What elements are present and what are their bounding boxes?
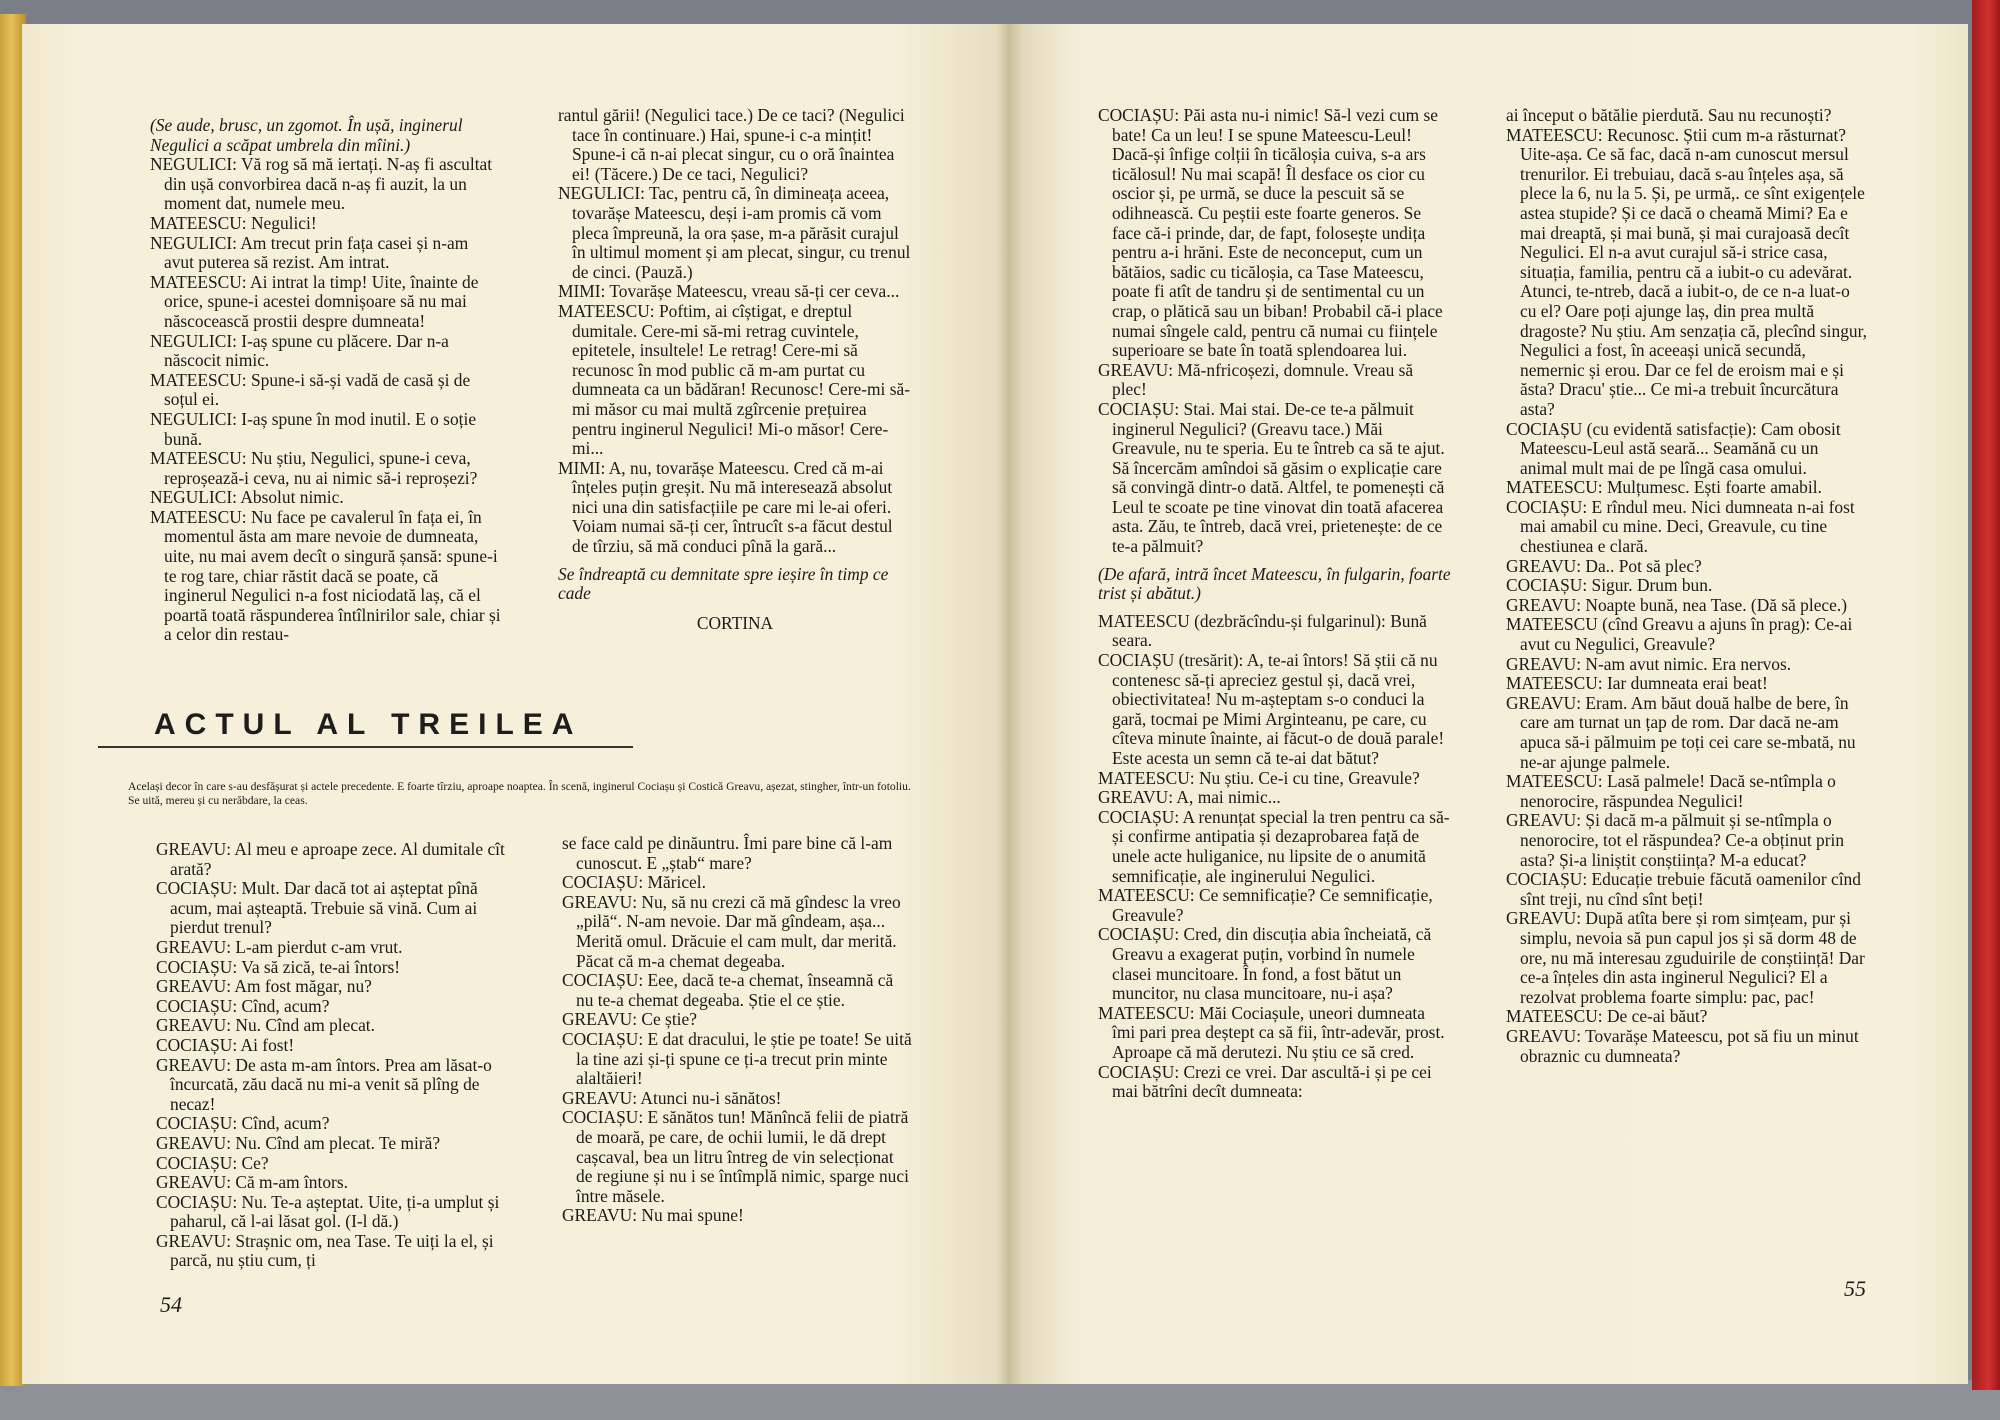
dialogue-paragraph: GREAVU: L-am pierdut c-am vrut. [156, 936, 403, 957]
background-surface [0, 1380, 2000, 1420]
dialogue-paragraph: COCIAȘU: E rîndul meu. Nici dumneata n-ai fost mai amabil cu mine. Deci, Greavule, cu tine chestiunea e clară. [1506, 496, 1855, 557]
dialogue-paragraph: ai început o bătălie pierdută. Sau nu recunoști? [1506, 105, 1832, 125]
dialogue-paragraph: GREAVU: După atîta bere și rom simțeam, pur și simplu, nevoia să pun capul jos și să dorm 48 de ore, nu mă interesau zguduirile de conștiință! Dar ce-a înțeles din asta inginerul Negulici? El a rezolvat problema foarte simplu: pac, pac! [1506, 908, 1865, 1007]
dialogue-paragraph: GREAVU: Nu, să nu crezi că mă gîndesc la vreo „pilă“. N-am nevoie. Dar mă gîndeam, așa... Merită omul. Drăcuie el cam mult, dar merită. Păcat că m-a chemat degeaba. [562, 891, 901, 971]
dialogue-paragraph: MATEESCU: Măi Cociașule, uneori dumneata îmi pari prea deștept ca să fii, într-adevăr, prost. Aproape că mă derutezi. Nu știu ce să cred. [1098, 1002, 1445, 1062]
dialogue-paragraph: GREAVU: Mă-nfricoșezi, domnule. Vreau să plec! [1098, 359, 1414, 400]
dialogue-paragraph: GREAVU: A, mai nimic... [1098, 787, 1281, 808]
dialogue-paragraph: rantul gării! (Negulici tace.) De ce taci? (Negulici tace în continuare.) Hai, spune-i c-a mințit! Spune-i că n-ai plecat singur, cu o oră înaintea ei! (Tăcere.) De ce taci, Negulici? [558, 105, 905, 184]
dialogue-paragraph: COCIAȘU: Sigur. Drum bun. [1506, 575, 1713, 596]
left-page-column-2 [558, 106, 912, 633]
dialogue-paragraph: GREAVU: Nu. Cînd am plecat. Te miră? [156, 1132, 441, 1153]
dialogue-paragraph: MATEESCU (cînd Greavu a ajuns în prag): Ce-ai avut cu Negulici, Greavule? [1506, 614, 1853, 655]
dialogue-paragraph: COCIAȘU: Crezi ce vrei. Dar ascultă-i și pe cei mai bătrîni decît dumneata: [1098, 1061, 1432, 1102]
dialogue-paragraph: NEGULICI: Vă rog să mă iertați. N-aș fi ascultat din ușă convorbirea dacă n-aș fi auzit, la un moment dat, numele meu. [150, 154, 493, 214]
dialogue-paragraph: NEGULICI: Absolut nimic. [150, 487, 344, 508]
left-page-column-4 [562, 834, 914, 1226]
dialogue-paragraph: COCIAȘU: E sănătos tun! Mănîncă felii de piatră de moară, pe care, de ochii lumii, le dă drept cașcaval, bea un litru întreg de vin selecționat de regiune și nu i se întîmplă nimic, sparge nuci între măsele. [562, 1107, 909, 1206]
dialogue-paragraph: MATEESCU: Nu știu, Negulici, spune-i ceva, reproșează-i ceva, nu ai nimic să-i reproșezi? [150, 448, 478, 488]
dialogue-paragraph: COCIAȘU: Cred, din discuția abia încheiată, că Greavu a exagerat puțin, vorbind în numele clasei muncitoare. În fond, a fost bătut un muncitor, nu clasa muncitoare, nu-i așa? [1098, 924, 1432, 1004]
dialogue-paragraph: COCIAȘU: Măricel. [562, 872, 706, 893]
dialogue-paragraph: COCIAȘU (cu evidentă satisfacție): Cam obosit Mateescu-Leul astă seară... Seamănă cu un animal mult mai de pe lîngă casa omului. [1506, 418, 1841, 478]
book-cover-edge-right [1972, 0, 2000, 1390]
dialogue-paragraph: GREAVU: Atunci nu-i sănătos! [562, 1087, 782, 1108]
dialogue-paragraph: GREAVU: Noapte bună, nea Tase. (Dă să plece.) [1506, 594, 1848, 615]
dialogue-paragraph: MATEESCU: De ce-ai băut? [1506, 1006, 1708, 1027]
left-page-column-3 [156, 840, 510, 1271]
dialogue-paragraph: MATEESCU: Ce semnificație? Ce semnificație, Greavule? [1098, 885, 1433, 925]
dialogue-paragraph: GREAVU: Ce știe? [562, 1009, 697, 1030]
dialogue-paragraph: Se îndreaptă cu demnitate spre ieșire în timp ce cade [558, 563, 889, 604]
dialogue-paragraph: GREAVU: Strașnic om, nea Tase. Te uiți la el, și parcă, nu știu cum, ți [156, 1230, 494, 1271]
dialogue-paragraph: GREAVU: Al meu e aproape zece. Al dumitale cît arată? [156, 839, 505, 879]
dialogue-paragraph: MATEESCU (dezbrăcîndu-și fulgarinul): Bună seara. [1098, 610, 1427, 651]
dialogue-paragraph: COCIAȘU (tresărit): A, te-ai întors! Să știi că nu contenesc să-ți apreciez gestul și, dacă vrei, obiectivitatea! Nu m-așteptam s-o conduci la gară, tocmai pe Mimi Arginteanu, pe care, cu cîteva minute înainte, ai făcut-o de două parale! Este acesta un semn că te-ai dat bătut? [1098, 650, 1445, 768]
dialogue-paragraph: (Se aude, brusc, un zgomot. În ușă, inginerul Negulici a scăpat umbrela din mîini.) [150, 115, 463, 155]
dialogue-paragraph: COCIAȘU: E dat dracului, le știe pe toate! Se uită la tine azi și-ți spune ce ți-a trecut prin minte alaltăieri! [562, 1028, 912, 1089]
dialogue-paragraph: COCIAȘU: Educație trebuie făcută oamenilor cînd sînt treji, nu cînd sînt beți! [1506, 869, 1861, 909]
dialogue-paragraph: NEGULICI: I-aș spune în mod inutil. E o soție bună. [150, 408, 477, 449]
dialogue-paragraph: COCIAȘU: Mult. Dar dacă tot ai așteptat pînă acum, mai așteaptă. Trebuie să vină. Cum ai pierdut trenul? [156, 878, 478, 938]
right-page-column-1 [1098, 106, 1452, 1102]
book-spine [996, 24, 1022, 1384]
right-page-column-2 [1506, 106, 1870, 1066]
dialogue-paragraph: MIMI: A, nu, tovarășe Mateescu. Cred că m-ai înțeles puțin greșit. Nu mă interesează absolut nici una din satisfacțiile pe care mi le-ai oferi. Voiam numai să-ți cer, întrucît s-a făcut destul de tîrziu, să mă conduci pînă la gară... [558, 457, 893, 557]
dialogue-paragraph: MATEESCU: Iar dumneata erai beat! [1506, 673, 1768, 694]
stage-direction: Același decor în care s-au desfășurat și actele precedente. E foarte tîrziu, aproape noaptea. În scenă, inginerul Cociașu și Costică Greavu, așezat, stingher, într-un fotoliu. Se uită, mereu și cu nerăbdare, la ceas. [128, 780, 911, 807]
dialogue-paragraph: GREAVU: Am fost măgar, nu? [156, 976, 372, 997]
dialogue-paragraph: COCIAȘU: Ai fost! [156, 1034, 295, 1055]
dialogue-paragraph: MATEESCU: Mulțumesc. Ești foarte amabil. [1506, 477, 1822, 498]
dialogue-paragraph: GREAVU: Și dacă m-a pălmuit și se-ntîmpla o nenorocire, tot el răspundea? Ce-a obținut prin asta? Și-a liniștit conștiința? M-a educat? [1506, 810, 1845, 870]
dialogue-paragraph: COCIAȘU: Ce? [156, 1152, 269, 1173]
dialogue-paragraph: COCIAȘU: Păi asta nu-i nimic! Să-l vezi cum se bate! Ca un leu! I se spune Mateescu-Leul! Dacă-și înfige colții în ticăloșia cuiva, s-a ars ticălosul! Nu mai scapă! Îl desface os cior cu oscior și, pe urmă, se duce la pescuit să se odihnească. Cu peștii este foarte generos. Se face că-i prinde, dar, de fapt, folosește undița pentru a-i hrăni. Este de neconceput, cum un bătăios, sadic cu ticăloșia, ca Tase Mateescu, poate fi atît de tandru și de sentimental cu un crap, o plătică sau un biban! Probabil că-i place numai sîngele cald, pentru că numai cu ființele superioare se bate în toată splendoarea lui. [1098, 105, 1443, 361]
dialogue-paragraph: (De afară, intră încet Mateescu, în fulgarin, foarte trist și abătut.) [1098, 563, 1451, 604]
dialogue-paragraph: GREAVU: Eram. Am băut două halbe de bere, în care am turnat un țap de rom. Dar dacă ne-am apuca să-i pălmuim pe toți cei care se-mbată, nu ne-ar ajunge palmele. [1506, 692, 1856, 772]
dialogue-paragraph: MIMI: Tovarășe Mateescu, vreau să-ți cer ceva... [558, 281, 900, 302]
dialogue-paragraph: se face cald pe dinăuntru. Îmi pare bine că l-am cunoscut. E „ștab“ mare? [562, 833, 893, 873]
dialogue-paragraph: GREAVU: Da.. Pot să plec? [1506, 555, 1702, 576]
dialogue-paragraph: NEGULICI: Tac, pentru că, în dimineața aceea, tovarășe Mateescu, deși i-am promis că vom pleca împreună, la ora șase, m-a părăsit curajul în ultimul moment și am plecat, singur, cu trenul de cinci. (Pauză.) [558, 183, 911, 282]
dialogue-paragraph: GREAVU: Nu. Cînd am plecat. [156, 1015, 375, 1036]
page-number-left: 54 [160, 1292, 182, 1317]
dialogue-paragraph: COCIAȘU: Va să zică, te-ai întors! [156, 956, 401, 977]
dialogue-paragraph: MATEESCU: Nu face pe cavalerul în fața ei, în momentul ăsta am mare nevoie de dumneata, uite, nu mai avem decît o singură șansă: spune-i te rog tare, chiar răstit dacă se poate, că inginerul Negulici n-a fost niciodată laș, că el poartă toată răspunderea întîlnirilor sale, chiar și a celor din restau- [150, 506, 501, 645]
dialogue-paragraph: MATEESCU: Negulici! [150, 212, 317, 233]
dialogue-paragraph: MATEESCU: Ai intrat la timp! Uite, înainte de orice, spune-i acestei domnișoare să nu mai născocească prostii despre dumneata! [150, 271, 479, 331]
dialogue-paragraph: GREAVU: Tovarășe Mateescu, pot să fiu un minut obraznic cu dumneata? [1506, 1025, 1859, 1066]
dialogue-paragraph: GREAVU: De asta m-am întors. Prea am lăsat-o încurcată, zău dacă nu mi-a venit să plîng de necaz! [156, 1054, 492, 1114]
dialogue-paragraph: COCIAȘU: Nu. Te-a așteptat. Uite, ți-a umplut și paharul, că l-ai lăsat gol. (I-l dă.) [156, 1191, 500, 1232]
page-number-right: 55 [1844, 1276, 1866, 1301]
dialogue-paragraph: COCIAȘU: Stai. Mai stai. De-ce te-a pălmuit inginerul Negulici? (Greavu tace.) Măi Greavule, nu te speria. Eu te întreb ca să te ajut. Să încercăm amîndoi să găsim o explicație care să convingă dintr-o dată. Altfel, te pomenești că Leul te scoate pe tine vinovat din toată afacerea asta. Zău, te întreb, dacă vrei, prietenește: de ce te-a pălmuit? [1098, 398, 1445, 557]
dialogue-paragraph: COCIAȘU: Eee, dacă te-a chemat, înseamnă că nu te-a chemat degeaba. Știe el ce știe. [562, 970, 894, 1010]
dialogue-paragraph: NEGULICI: Am trecut prin fața casei și n-am avut puterea să rezist. Am intrat. [150, 232, 469, 273]
dialogue-paragraph: COCIAȘU: Cînd, acum? [156, 1113, 330, 1134]
dialogue-paragraph: CORTINA [696, 612, 774, 633]
dialogue-paragraph: MATEESCU: Spune-i să-și vadă de casă și de soțul ei. [150, 369, 471, 410]
dialogue-paragraph: GREAVU: Că m-am întors. [156, 1172, 348, 1193]
dialogue-paragraph: GREAVU: Nu mai spune! [562, 1205, 744, 1226]
act-title: ACTUL AL TREILEA [98, 708, 633, 748]
dialogue-paragraph: MATEESCU: Poftim, ai cîștigat, e dreptul dumitale. Cere-mi să-mi retrag cuvintele, epitetele, insultele! Le retrag! Cere-mi să recunosc în mod public că m-am purtat cu dumneata ca un bădăran! Recunosc! Cere-mi să-mi măsor cu mai multă zgîrcenie prețuirea pentru inginerul Negulici! Mi-o măsor! Cere-mi... [558, 300, 910, 459]
dialogue-paragraph: COCIAȘU: Cînd, acum? [156, 995, 330, 1016]
dialogue-paragraph: MATEESCU: Nu știu. Ce-i cu tine, Greavule? [1098, 767, 1420, 788]
dialogue-paragraph: MATEESCU: Lasă palmele! Dacă se-ntîmpla o nenorocire, răspundea Negulici! [1506, 771, 1836, 811]
dialogue-paragraph: COCIAȘU: A renunțat special la tren pentru ca să-și confirme antipatia și dezaprobarea față de unele acte huliganice, nu lipsite de o anumită semnificație, ale inginerului Negulici. [1098, 806, 1450, 886]
dialogue-paragraph: NEGULICI: I-aș spune cu plăcere. Dar n-a născocit nimic. [150, 330, 449, 371]
left-page-column-1 [150, 116, 502, 645]
dialogue-paragraph: GREAVU: N-am avut nimic. Era nervos. [1506, 653, 1792, 674]
dialogue-paragraph: MATEESCU: Recunosc. Știi cum m-a răsturnat? Uite-așa. Ce să fac, dacă n-am cunoscut mersul trenurilor. Ei trebuiau, dacă s-au înțeles așa, să plece la 6, nu la 5. Și, pe urmă,. ce sînt exigențele astea stupide? Și ce dacă o cheamă Mimi? Ea e mai dreaptă, și mai bună, și mai curajoasă decît Negulici. El n-a avut curajul să-i strice casa, situația, familia, pentru că a iubit-o cu adevărat. Atunci, te-ntreb, dacă a iubit-o, de ce n-a luat-o cu el? Oare poți ajunge laș, din prea multă dragoste? Nu știu. Am senzația că, plecînd singur, Negulici a fost, în aceeași unică secundă, nemernic și erou. Dar ce fel de eroism mai e și ăsta? Dracu' știe... Ce mi-a trebuit încurcătura asta? [1506, 124, 1868, 419]
